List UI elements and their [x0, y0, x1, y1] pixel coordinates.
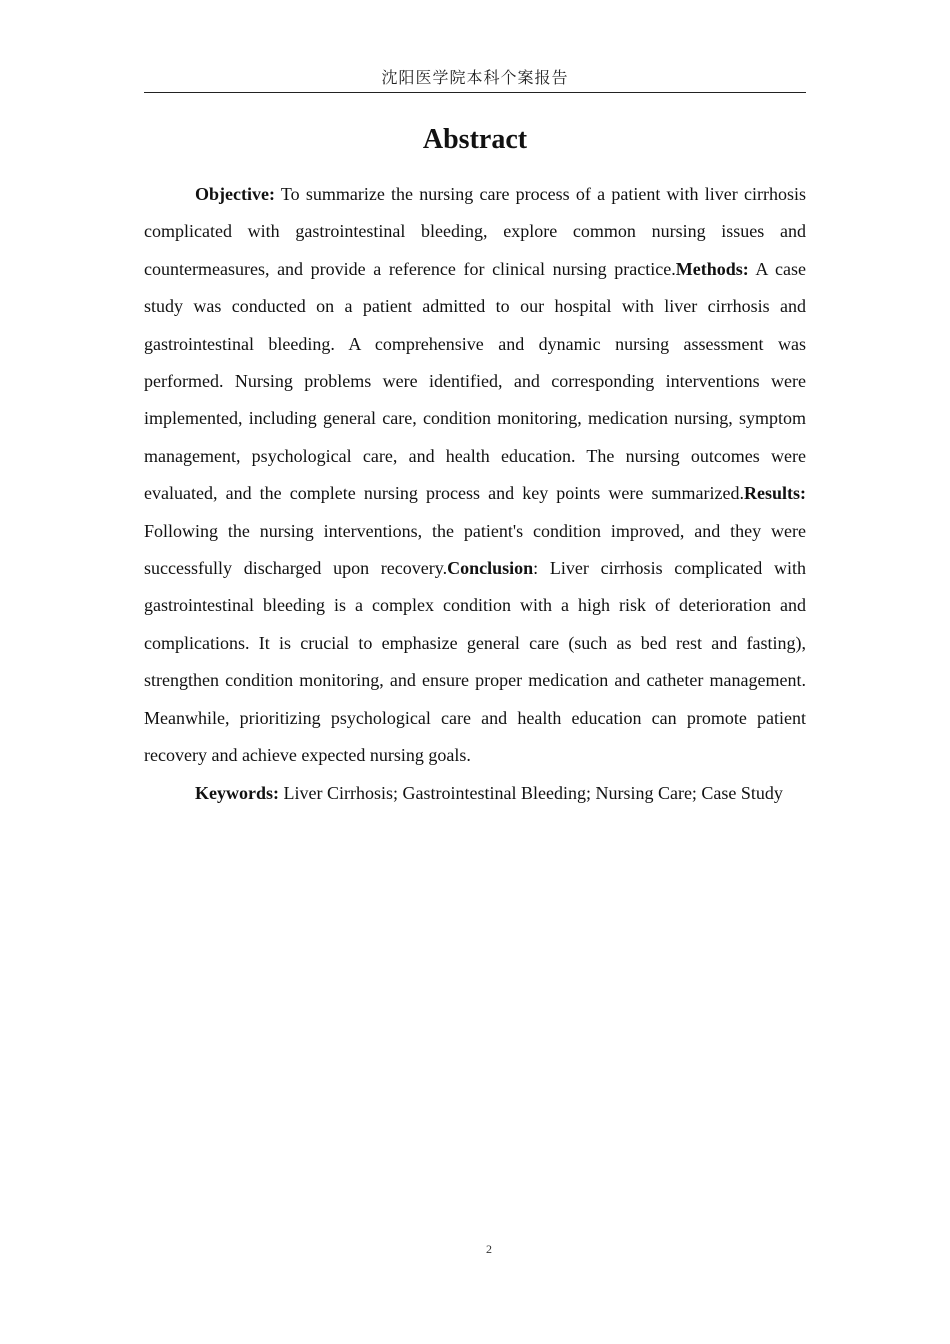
objective-text: To summarize the nursing care process of a patient with liver cirrhosis complicated with gastrointestinal bleeding, explore common nursing issues and countermeasures, and provide a reference for clinical nursing practice. — [144, 184, 806, 279]
results-text: Following the nursing interventions, the patient's condition improved, and they were successfully discharged upon recovery. — [144, 520, 806, 579]
abstract-body — [144, 176, 806, 812]
conclusion-label: Conclusion — [447, 558, 534, 579]
conclusion-text: : Liver cirrhosis complicated with gastrointestinal bleeding is a complex condition with a high risk of deterioration and complications. It is crucial to emphasize general care (such as bed rest and fasting), strengthen condition monitoring, and ensure proper medication and catheter management. Meanwhile, prioritizing psychological care and health education can promote patient recovery and achieve expected nursing goals. — [144, 558, 806, 766]
results-label: Results: — [744, 483, 806, 504]
methods-text: A case study was conducted on a patient admitted to our hospital with liver cirrhosis and gastrointestinal bleeding. A comprehensive and dynamic nursing assessment was performed. Nursing problems were identified, and corresponding interventions were implemented, including general care, condition monitoring, medication nursing, symptom management, psychological care, and health education. The nursing outcomes were evaluated, and the complete nursing process and key points were summarized. — [144, 258, 806, 504]
abstract-title: Abstract — [422, 124, 528, 155]
keywords-text: Liver Cirrhosis; Gastrointestinal Bleeding; Nursing Care; Case Study — [279, 782, 783, 803]
page-number: 2 — [486, 1242, 492, 1256]
methods-label: Methods: — [675, 258, 749, 279]
keywords-paragraph — [144, 775, 806, 812]
abstract-paragraph — [144, 176, 806, 775]
keywords-label: Keywords: — [195, 782, 279, 803]
objective-label: Objective: — [195, 184, 275, 204]
page-header: 沈阳医学院本科个案报告 — [144, 66, 806, 93]
